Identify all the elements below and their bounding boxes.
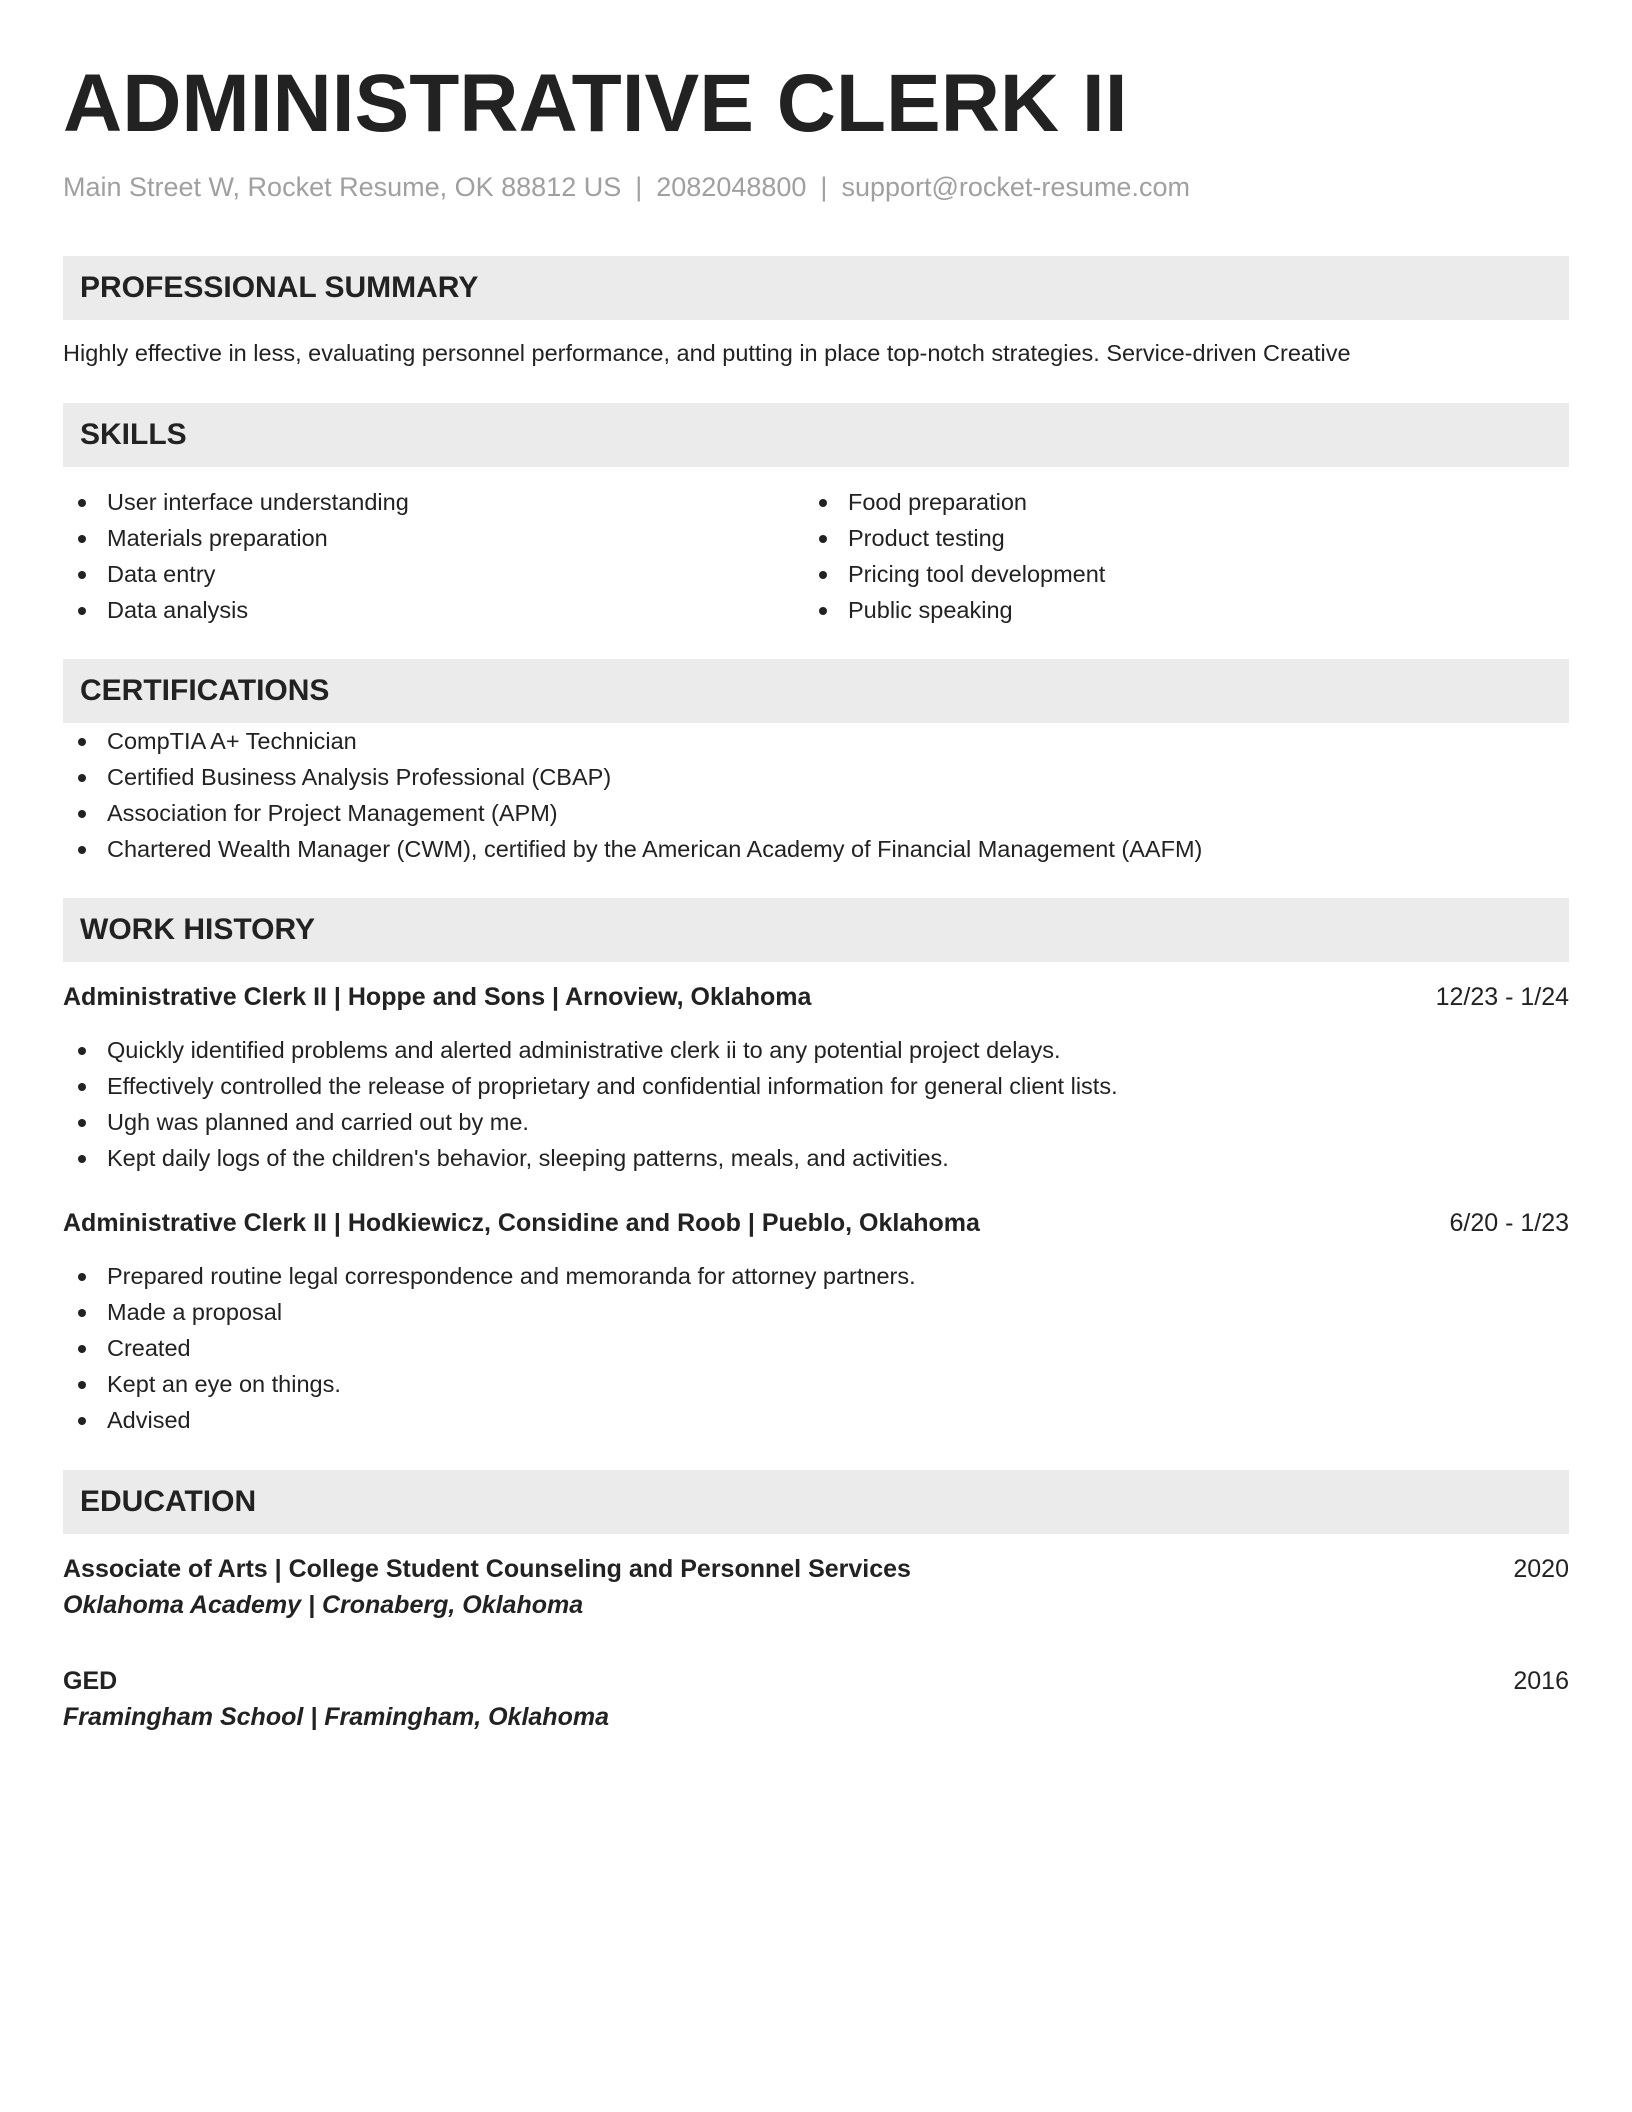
education-entry — [63, 1552, 1569, 1624]
certification-item: CompTIA A+ Technician — [63, 723, 1569, 759]
skills-list-right — [804, 484, 1569, 628]
job-bullet: Created — [63, 1330, 1569, 1366]
skill-item: Food preparation — [804, 484, 1569, 520]
resume-name: ADMINISTRATIVE CLERK II — [63, 58, 1128, 149]
skill-item: Product testing — [804, 520, 1569, 556]
education-year: 2020 — [1513, 1555, 1569, 1583]
education-header — [63, 1664, 1569, 1698]
education-school: Framingham School | Framingham, Oklahoma — [63, 1703, 609, 1731]
education-year: 2016 — [1513, 1667, 1569, 1695]
work-history-heading: WORK HISTORY — [63, 898, 1569, 962]
job-header — [63, 980, 1569, 1014]
summary-text: Highly effective in less, evaluating personnel performance, and putting in place top-notch strategies. Service-driven Creative — [63, 340, 1351, 366]
job-dates: 12/23 - 1/24 — [1435, 983, 1569, 1011]
job-title: Administrative Clerk II | Hoppe and Sons | Arnoview, Oklahoma — [63, 983, 812, 1011]
job-bullets — [63, 1258, 1569, 1438]
skill-item: Data analysis — [63, 592, 804, 628]
education-school: Oklahoma Academy | Cronaberg, Oklahoma — [63, 1591, 584, 1619]
education-degree: GED — [63, 1667, 118, 1695]
education-header — [63, 1552, 1569, 1586]
skills-list-left — [63, 484, 804, 628]
certification-item: Certified Business Analysis Professional (CBAP) — [63, 759, 1569, 795]
contact-address: Main Street W, Rocket Resume, OK 88812 US — [63, 172, 622, 202]
job-bullets — [63, 1032, 1569, 1176]
skill-item: Public speaking — [804, 592, 1569, 628]
education-entry — [63, 1664, 1569, 1736]
job-dates: 6/20 - 1/23 — [1449, 1209, 1569, 1237]
job-bullet: Kept an eye on things. — [63, 1366, 1569, 1402]
skill-item: User interface understanding — [63, 484, 804, 520]
education-degree: Associate of Arts | College Student Counseling and Personnel Services — [63, 1555, 911, 1583]
contact-separator: | — [635, 172, 643, 202]
job-bullet: Made a proposal — [63, 1294, 1569, 1330]
skills-grid — [63, 484, 1569, 628]
job-bullet: Ugh was planned and carried out by me. — [63, 1104, 1569, 1140]
skills-heading: SKILLS — [63, 403, 1569, 467]
job-title: Administrative Clerk II | Hodkiewicz, Considine and Roob | Pueblo, Oklahoma — [63, 1209, 980, 1237]
skill-item: Materials preparation — [63, 520, 804, 556]
certification-item: Association for Project Management (APM) — [63, 795, 1569, 831]
job-header — [63, 1206, 1569, 1240]
job-entry — [63, 1206, 1569, 1438]
certifications-heading: CERTIFICATIONS — [63, 659, 1569, 723]
summary-heading: PROFESSIONAL SUMMARY — [63, 256, 1569, 320]
job-bullet: Prepared routine legal correspondence and memoranda for attorney partners. — [63, 1258, 1569, 1294]
contact-phone: 2082048800 — [656, 172, 807, 202]
education-heading: EDUCATION — [63, 1470, 1569, 1534]
skill-item: Pricing tool development — [804, 556, 1569, 592]
job-bullet: Quickly identified problems and alerted administrative clerk ii to any potential project delays. — [63, 1032, 1569, 1068]
skill-item: Data entry — [63, 556, 804, 592]
job-entry — [63, 980, 1569, 1176]
job-bullet: Effectively controlled the release of proprietary and confidential information for general client lists. — [63, 1068, 1569, 1104]
contact-email: support@rocket-resume.com — [841, 172, 1190, 202]
job-bullet: Kept daily logs of the children's behavior, sleeping patterns, meals, and activities. — [63, 1140, 1569, 1176]
job-bullet: Advised — [63, 1402, 1569, 1438]
contact-separator: | — [820, 172, 828, 202]
certification-item: Chartered Wealth Manager (CWM), certified by the American Academy of Financial Management (AAFM) — [63, 831, 1569, 867]
contact-line — [63, 170, 1569, 204]
certifications-list — [63, 723, 1569, 867]
